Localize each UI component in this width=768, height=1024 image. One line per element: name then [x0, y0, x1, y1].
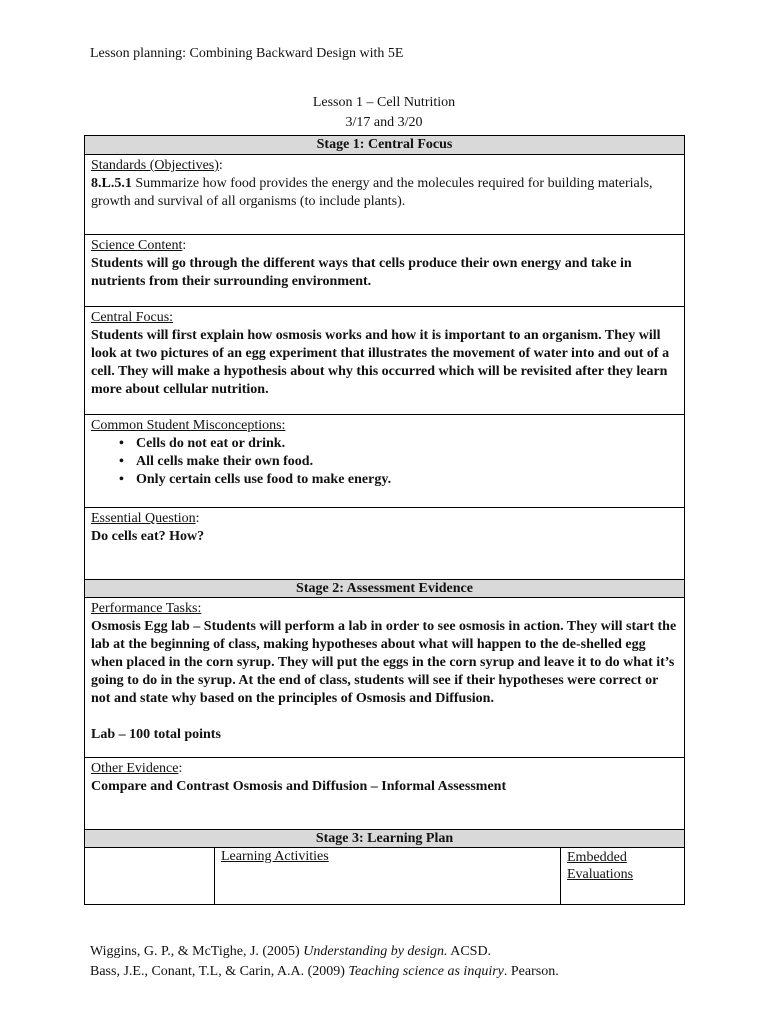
central-focus-text: Students will first explain how osmosis works and how it is important to an organism. They will look at two pictures of an egg experiment that illustrates the movement of water into and out of a cell. They will make a hypothesis about why this occurred which will be revisited after they learn more about cellular nutrition. [91, 328, 670, 397]
learning-activities-cell [215, 848, 561, 904]
lesson-title-block [0, 93, 768, 133]
lesson-title: Lesson 1 – Cell Nutrition [312, 95, 456, 110]
stage3-heading: Stage 3: Learning Plan [85, 829, 684, 847]
performance-tasks-text: Osmosis Egg lab – Students will perform a lab in order to see osmosis in action. They will start the lab at the beginning of class, making hypotheses about what will happen to the de-shelled egg when placed in the corn syrup. They will put the eggs in the corn syrup and leave it to do what it’s going to do in the syrup. At the end of class, students will see if their hypotheses were correct or not and state why based on the principles of Osmosis and Diffusion. [91, 619, 677, 706]
learning-plan-header-row [85, 847, 684, 904]
reference-publisher: . Pearson. [503, 964, 559, 979]
misconceptions-section [85, 414, 684, 507]
misconceptions-label: Common Student Misconceptions: [91, 418, 286, 433]
science-content-section: Science Content: Students will go through the different ways that cells produce their own energy and take in nutrients from their surrounding environment. [85, 234, 684, 306]
central-focus-section [85, 306, 684, 414]
standards-section: Standards (Objectives): 8.L.5.1 Summarize how food provides the energy and the molecules required for building materials, growth and survival of all organisms (to include plants). [85, 154, 684, 234]
central-focus-label: Central Focus: [91, 310, 174, 325]
reference-authors: Wiggins, G. P., & McTighe, J. (2005) [90, 944, 304, 959]
standards-code: 8.L.5.1 [91, 176, 132, 191]
learning-plan-empty-cell [85, 848, 215, 904]
performance-tasks-label: Performance Tasks: [91, 601, 202, 616]
lesson-dates: 3/17 and 3/20 [345, 115, 423, 130]
essential-question-label: Essential Question [91, 511, 196, 526]
learning-activities-label: Learning Activities [221, 849, 329, 864]
standards-text: Summarize how food provides the energy and the molecules required for building materials, growth and survival of all organisms (to include plants). [91, 176, 653, 209]
other-evidence-text: Compare and Contrast Osmosis and Diffusion – Informal Assessment [91, 779, 507, 794]
misconceptions-list [91, 435, 678, 489]
other-evidence-section: Other Evidence: Compare and Contrast Osmosis and Diffusion – Informal Assessment [85, 757, 684, 829]
stage2-heading: Stage 2: Assessment Evidence [85, 579, 684, 597]
reference-publisher: ACSD. [447, 944, 492, 959]
embedded-evaluations-cell [561, 848, 684, 904]
science-content-text: Students will go through the different ways that cells produce their own energy and take in nutrients from their surrounding environment. [91, 256, 632, 289]
lesson-plan-table [84, 135, 685, 905]
misconception-item: • All cells make their own food. [91, 453, 678, 471]
other-evidence-label: Other Evidence [91, 761, 179, 776]
embedded-evaluations-label-line1: Embedded [567, 850, 627, 865]
science-content-label: Science Content [91, 238, 183, 253]
stage1-heading: Stage 1: Central Focus [85, 136, 684, 154]
embedded-evaluations-label-line2: Evaluations [567, 867, 634, 882]
reference-item [90, 962, 559, 982]
reference-authors: Bass, J.E., Conant, T.L, & Carin, A.A. (2009) [90, 964, 349, 979]
reference-item [90, 942, 559, 962]
document-header: Lesson planning: Combining Backward Design with 5E [90, 46, 404, 61]
misconception-item: • Cells do not eat or drink. [91, 435, 678, 453]
standards-label: Standards (Objectives) [91, 158, 219, 173]
references [90, 942, 559, 982]
reference-title: Teaching science as inquiry [348, 964, 504, 979]
performance-tasks-section [85, 597, 684, 757]
essential-question-text: Do cells eat? How? [91, 529, 205, 544]
misconception-item: • Only certain cells use food to make energy. [91, 471, 678, 489]
essential-question-section: Essential Question: Do cells eat? How? [85, 507, 684, 579]
reference-title: Understanding by design. [303, 944, 448, 959]
lab-points: Lab – 100 total points [91, 727, 221, 742]
